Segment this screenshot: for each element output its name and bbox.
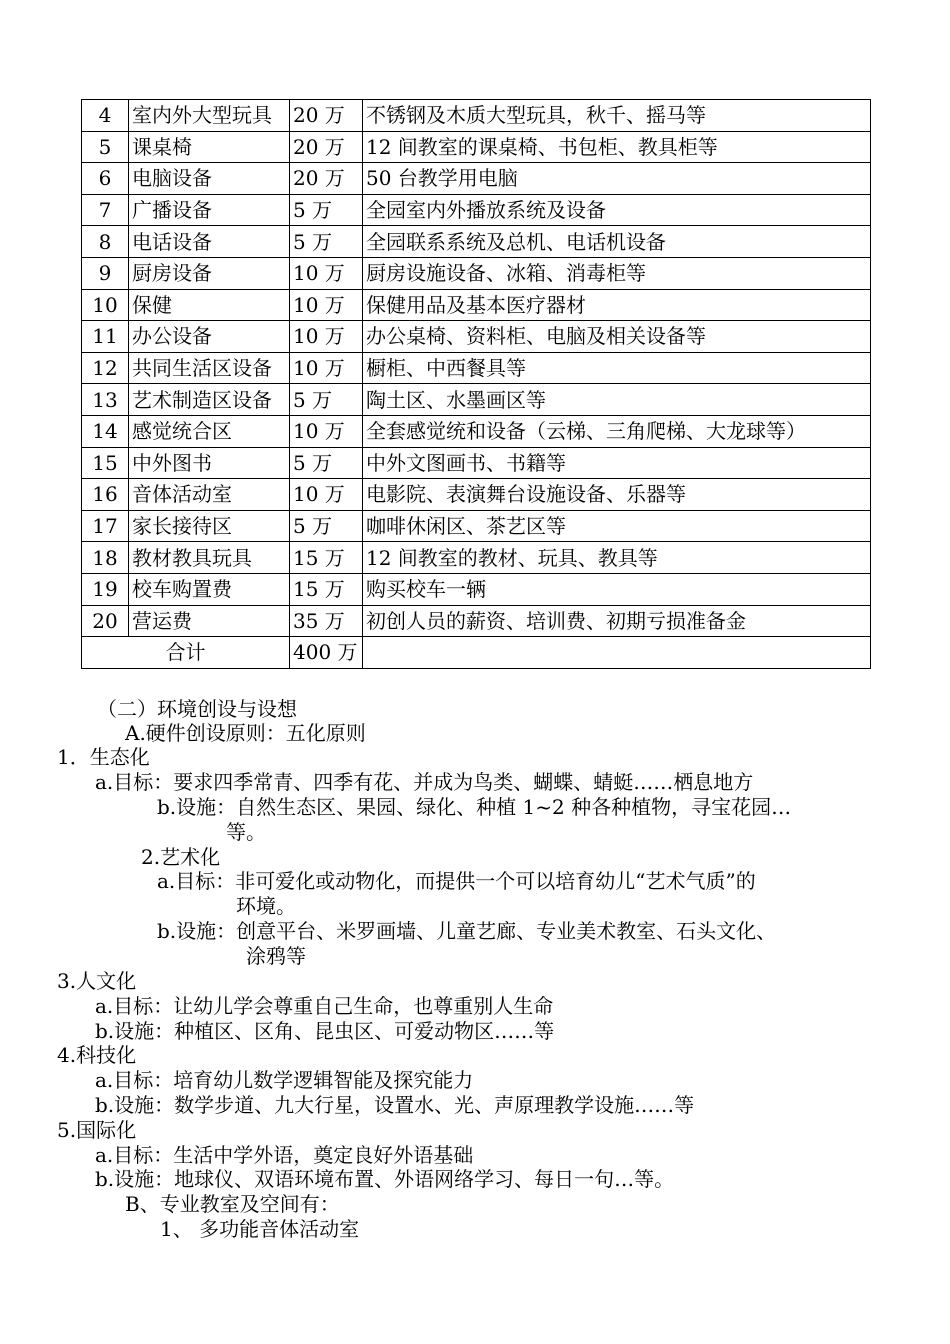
principle-1-facility-cont: 等。 [226, 820, 266, 844]
row-item-name: 课桌椅 [129, 131, 290, 163]
table-row [82, 257, 871, 289]
row-description: 全园联系系统及总机、电话机设备 [363, 226, 871, 258]
row-description: 12 间教室的教材、玩具、教具等 [363, 542, 871, 574]
row-description: 电影院、表演舞台设施设备、乐器等 [363, 479, 871, 511]
principle-4-goal: a.目标：培育幼儿数学逻辑智能及探究能力 [95, 1068, 474, 1092]
row-description: 全园室内外播放系统及设备 [363, 194, 871, 226]
table-row [82, 542, 871, 574]
row-item-name: 感觉统合区 [129, 415, 290, 447]
row-amount: 10 万 [290, 479, 363, 511]
principle-2-goal: a.目标：非可爱化或动物化，而提供一个可以培育幼儿“艺术气质”的 [157, 869, 756, 893]
row-number: 4 [82, 100, 129, 132]
principle-3-goal: a.目标：让幼儿学会尊重自己生命，也尊重别人生命 [95, 994, 554, 1018]
row-item-name: 音体活动室 [129, 479, 290, 511]
row-number: 13 [82, 384, 129, 416]
row-amount: 20 万 [290, 163, 363, 195]
row-number: 5 [82, 131, 129, 163]
row-description: 办公桌椅、资料柜、电脑及相关设备等 [363, 321, 871, 353]
row-item-name: 保健 [129, 289, 290, 321]
row-amount: 5 万 [290, 226, 363, 258]
row-description: 中外文图画书、书籍等 [363, 447, 871, 479]
table-row [82, 289, 871, 321]
row-number: 16 [82, 479, 129, 511]
principle-5-title: 5.国际化 [57, 1118, 137, 1142]
hardware-principle-heading: A.硬件创设原则：五化原则 [125, 721, 366, 745]
principle-3-title: 3.人文化 [57, 969, 137, 993]
row-number: 9 [82, 257, 129, 289]
row-amount: 20 万 [290, 131, 363, 163]
principle-2-facility: b.设施：创意平台、米罗画墙、儿童艺廊、专业美术教室、石头文化、 [157, 919, 777, 943]
table-row [82, 573, 871, 605]
table-row [82, 605, 871, 637]
row-amount: 15 万 [290, 542, 363, 574]
row-number: 20 [82, 605, 129, 637]
principle-2-facility-cont: 涂鸦等 [246, 944, 306, 968]
professional-rooms-heading: B、专业教室及空间有： [125, 1192, 340, 1216]
row-item-name: 广播设备 [129, 194, 290, 226]
row-number: 15 [82, 447, 129, 479]
row-item-name: 办公设备 [129, 321, 290, 353]
row-item-name: 艺术制造区设备 [129, 384, 290, 416]
row-item-name: 厨房设备 [129, 257, 290, 289]
total-desc-empty [363, 637, 871, 669]
row-description: 初创人员的薪资、培训费、初期亏损准备金 [363, 605, 871, 637]
table-row [82, 447, 871, 479]
row-number: 8 [82, 226, 129, 258]
table-row [82, 100, 871, 132]
row-item-name: 家长接待区 [129, 510, 290, 542]
row-description: 50 台教学用电脑 [363, 163, 871, 195]
row-number: 19 [82, 573, 129, 605]
total-amount: 400 万 [290, 637, 363, 669]
row-number: 18 [82, 542, 129, 574]
row-item-name: 共同生活区设备 [129, 352, 290, 384]
table-row [82, 163, 871, 195]
row-description: 不锈钢及木质大型玩具，秋千、摇马等 [363, 100, 871, 132]
row-description: 保健用品及基本医疗器材 [363, 289, 871, 321]
row-amount: 35 万 [290, 605, 363, 637]
row-amount: 10 万 [290, 352, 363, 384]
principle-4-facility: b.设施：数学步道、九大行星，设置水、光、声原理教学设施……等 [95, 1093, 695, 1117]
row-description: 橱柜、中西餐具等 [363, 352, 871, 384]
table-row [82, 384, 871, 416]
principle-4-title: 4.科技化 [57, 1043, 137, 1067]
row-description: 12 间教室的课桌椅、书包柜、教具柜等 [363, 131, 871, 163]
row-number: 14 [82, 415, 129, 447]
row-amount: 5 万 [290, 384, 363, 416]
row-item-name: 教材教具玩具 [129, 542, 290, 574]
section-heading-environment: （二）环境创设与设想 [97, 697, 297, 721]
row-number: 10 [82, 289, 129, 321]
table-row [82, 131, 871, 163]
table-row [82, 415, 871, 447]
row-description: 厨房设施设备、冰箱、消毒柜等 [363, 257, 871, 289]
row-number: 12 [82, 352, 129, 384]
row-description: 陶土区、水墨画区等 [363, 384, 871, 416]
principle-5-facility: b.设施：地球仪、双语环境布置、外语网络学习、每日一句…等。 [95, 1167, 675, 1191]
principle-1-facility: b.设施：自然生态区、果园、绿化、种植 1~2 种各种植物，寻宝花园… [157, 795, 792, 819]
row-number: 11 [82, 321, 129, 353]
principle-2-goal-cont: 环境。 [236, 894, 296, 918]
professional-room-item-1: 1、 多功能音体活动室 [160, 1217, 360, 1241]
row-item-name: 营运费 [129, 605, 290, 637]
principle-3-facility: b.设施：种植区、区角、昆虫区、可爱动物区……等 [95, 1019, 555, 1043]
row-description: 全套感觉统和设备（云梯、三角爬梯、大龙球等） [363, 415, 871, 447]
row-item-name: 校车购置费 [129, 573, 290, 605]
row-amount: 10 万 [290, 289, 363, 321]
row-amount: 10 万 [290, 415, 363, 447]
row-item-name: 室内外大型玩具 [129, 100, 290, 132]
budget-table-body [82, 100, 871, 637]
row-description: 购买校车一辆 [363, 573, 871, 605]
row-item-name: 电脑设备 [129, 163, 290, 195]
table-row [82, 226, 871, 258]
row-amount: 5 万 [290, 447, 363, 479]
table-row [82, 194, 871, 226]
row-amount: 10 万 [290, 257, 363, 289]
principle-1-title: 1．生态化 [57, 745, 150, 769]
row-amount: 10 万 [290, 321, 363, 353]
row-number: 17 [82, 510, 129, 542]
table-row [82, 479, 871, 511]
row-item-name: 中外图书 [129, 447, 290, 479]
principle-5-goal: a.目标：生活中学外语，奠定良好外语基础 [95, 1143, 474, 1167]
row-number: 7 [82, 194, 129, 226]
table-row [82, 510, 871, 542]
row-item-name: 电话设备 [129, 226, 290, 258]
budget-table [81, 99, 871, 669]
row-amount: 20 万 [290, 100, 363, 132]
table-row [82, 352, 871, 384]
row-description: 咖啡休闲区、茶艺区等 [363, 510, 871, 542]
table-row [82, 321, 871, 353]
principle-2-title: 2.艺术化 [141, 845, 221, 869]
principle-1-goal: a.目标：要求四季常青、四季有花、并成为鸟类、蝴蝶、蜻蜓……栖息地方 [95, 770, 754, 794]
row-amount: 5 万 [290, 194, 363, 226]
row-number: 6 [82, 163, 129, 195]
total-label: 合计 [82, 637, 290, 669]
row-amount: 5 万 [290, 510, 363, 542]
table-total-row [82, 637, 871, 669]
row-amount: 15 万 [290, 573, 363, 605]
